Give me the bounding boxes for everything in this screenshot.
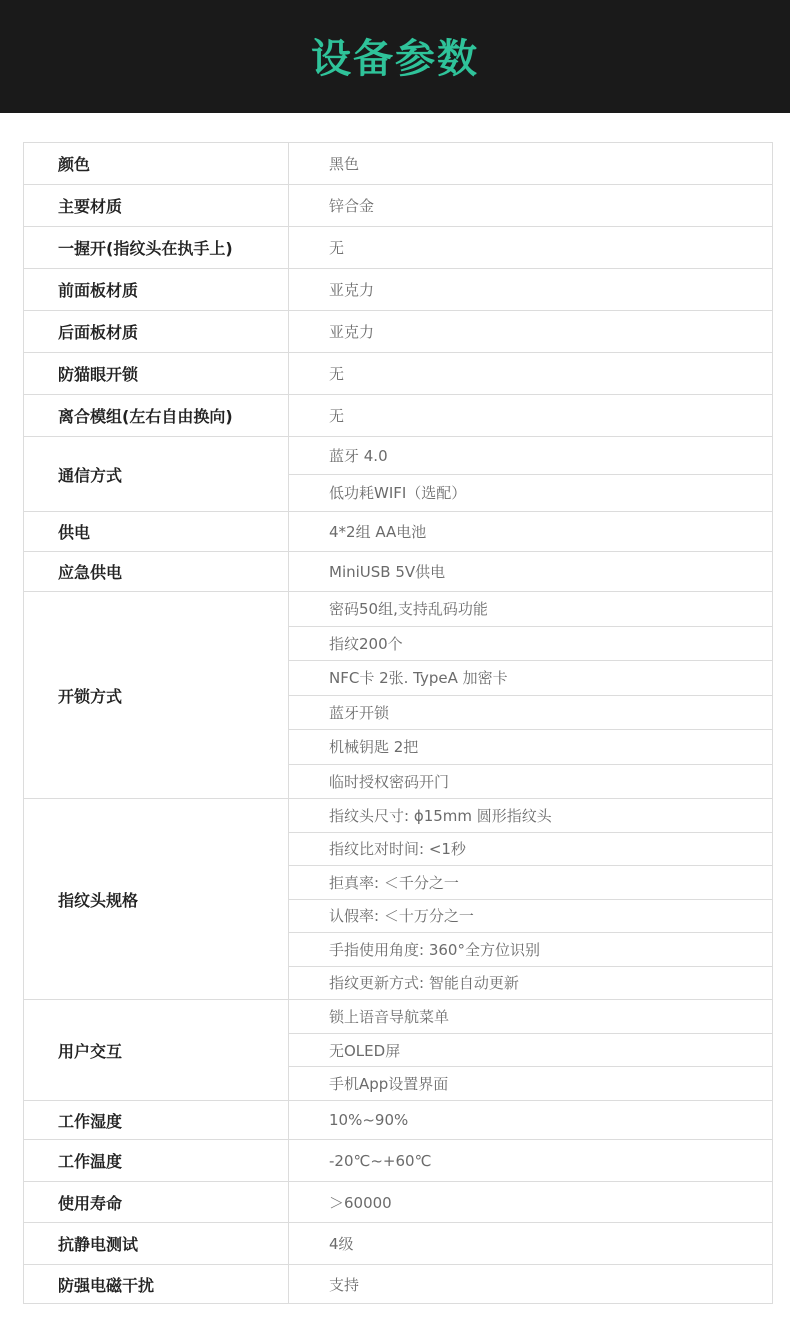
spec-value: NFC卡 2张. TypeA 加密卡 bbox=[289, 660, 772, 695]
spec-value: 4*2组 AA电池 bbox=[329, 523, 427, 541]
spec-row bbox=[24, 1101, 773, 1140]
spec-value: 10%~90% bbox=[329, 1111, 409, 1129]
spec-value: 4级 bbox=[329, 1235, 354, 1253]
spec-value: 指纹200个 bbox=[289, 626, 772, 661]
header-banner bbox=[0, 0, 790, 113]
spec-value: -20℃~+60℃ bbox=[329, 1151, 432, 1170]
spec-row bbox=[24, 592, 773, 799]
spec-row bbox=[24, 437, 773, 512]
spec-label: 主要材质 bbox=[24, 185, 289, 226]
spec-row bbox=[24, 1182, 773, 1223]
spec-label: 供电 bbox=[24, 512, 289, 551]
spec-row bbox=[24, 143, 773, 185]
spec-values bbox=[289, 1223, 772, 1264]
spec-values bbox=[289, 269, 772, 310]
spec-label: 工作湿度 bbox=[24, 1101, 289, 1139]
spec-label: 离合模组(左右自由换向) bbox=[24, 395, 289, 436]
spec-value: 锁上语音导航菜单 bbox=[329, 1007, 450, 1026]
spec-row bbox=[24, 1265, 773, 1304]
spec-values bbox=[289, 143, 772, 184]
spec-value: 指纹比对时间: <1秒 bbox=[289, 832, 772, 866]
spec-values bbox=[289, 1265, 772, 1303]
spec-label: 抗静电测试 bbox=[24, 1223, 289, 1264]
spec-label: 使用寿命 bbox=[24, 1182, 289, 1222]
spec-value: 机械钥匙 2把 bbox=[289, 729, 772, 764]
spec-value: 密码50组,支持乱码功能 bbox=[329, 600, 488, 619]
spec-row bbox=[24, 269, 773, 311]
spec-row bbox=[24, 1140, 773, 1182]
spec-value: 临时授权密码开门 bbox=[289, 764, 772, 799]
spec-value: 低功耗WIFI（选配） bbox=[289, 474, 772, 512]
spec-value: 指纹头尺寸: ϕ15mm 圆形指纹头 bbox=[329, 806, 552, 825]
spec-label: 用户交互 bbox=[24, 1000, 289, 1100]
spec-label: 指纹头规格 bbox=[24, 799, 289, 999]
spec-values bbox=[289, 799, 772, 999]
spec-values bbox=[289, 512, 772, 551]
spec-value: 无 bbox=[329, 239, 345, 257]
spec-values bbox=[289, 1140, 772, 1181]
spec-value: 亚克力 bbox=[329, 323, 375, 341]
spec-row bbox=[24, 311, 773, 353]
spec-row bbox=[24, 799, 773, 1000]
spec-row bbox=[24, 185, 773, 227]
spec-values bbox=[289, 437, 772, 511]
spec-values bbox=[289, 395, 772, 436]
spec-value: 无 bbox=[329, 365, 345, 383]
spec-values bbox=[289, 227, 772, 268]
spec-value: 蓝牙开锁 bbox=[289, 695, 772, 730]
spec-value: 支持 bbox=[329, 1275, 360, 1294]
spec-value: 手指使用角度: 360°全方位识别 bbox=[289, 932, 772, 966]
spec-label: 防强电磁干扰 bbox=[24, 1265, 289, 1303]
spec-row bbox=[24, 227, 773, 269]
spec-row bbox=[24, 1223, 773, 1265]
spec-label: 一握开(指纹头在执手上) bbox=[24, 227, 289, 268]
spec-label: 颜色 bbox=[24, 143, 289, 184]
spec-label: 开锁方式 bbox=[24, 592, 289, 798]
spec-row bbox=[24, 512, 773, 552]
spec-values bbox=[289, 552, 772, 591]
page-title: 设备参数 bbox=[311, 36, 479, 82]
spec-table bbox=[23, 142, 773, 1304]
spec-value: 认假率: ＜十万分之一 bbox=[289, 899, 772, 933]
spec-values bbox=[289, 1182, 772, 1222]
spec-row bbox=[24, 395, 773, 437]
spec-value: 手机App设置界面 bbox=[289, 1066, 772, 1100]
spec-label: 前面板材质 bbox=[24, 269, 289, 310]
spec-values bbox=[289, 311, 772, 352]
spec-values bbox=[289, 1000, 772, 1100]
spec-value: 无 bbox=[329, 407, 345, 425]
spec-value: 拒真率: ＜千分之一 bbox=[289, 865, 772, 899]
spec-row bbox=[24, 353, 773, 395]
spec-value: 亚克力 bbox=[329, 281, 375, 299]
spec-values bbox=[289, 592, 772, 798]
spec-label: 工作温度 bbox=[24, 1140, 289, 1181]
spec-value: 指纹更新方式: 智能自动更新 bbox=[289, 966, 772, 1000]
spec-label: 应急供电 bbox=[24, 552, 289, 591]
spec-value: 蓝牙 4.0 bbox=[329, 446, 388, 465]
spec-label: 防猫眼开锁 bbox=[24, 353, 289, 394]
spec-value: 锌合金 bbox=[329, 197, 375, 215]
spec-value: MiniUSB 5V供电 bbox=[329, 563, 446, 581]
spec-row bbox=[24, 552, 773, 592]
spec-row bbox=[24, 1000, 773, 1101]
spec-label: 通信方式 bbox=[24, 437, 289, 511]
spec-value: ＞60000 bbox=[329, 1193, 392, 1212]
spec-values bbox=[289, 185, 772, 226]
spec-values bbox=[289, 353, 772, 394]
spec-value: 无OLED屏 bbox=[289, 1033, 772, 1067]
spec-values bbox=[289, 1101, 772, 1139]
spec-value: 黑色 bbox=[329, 155, 360, 173]
spec-label: 后面板材质 bbox=[24, 311, 289, 352]
